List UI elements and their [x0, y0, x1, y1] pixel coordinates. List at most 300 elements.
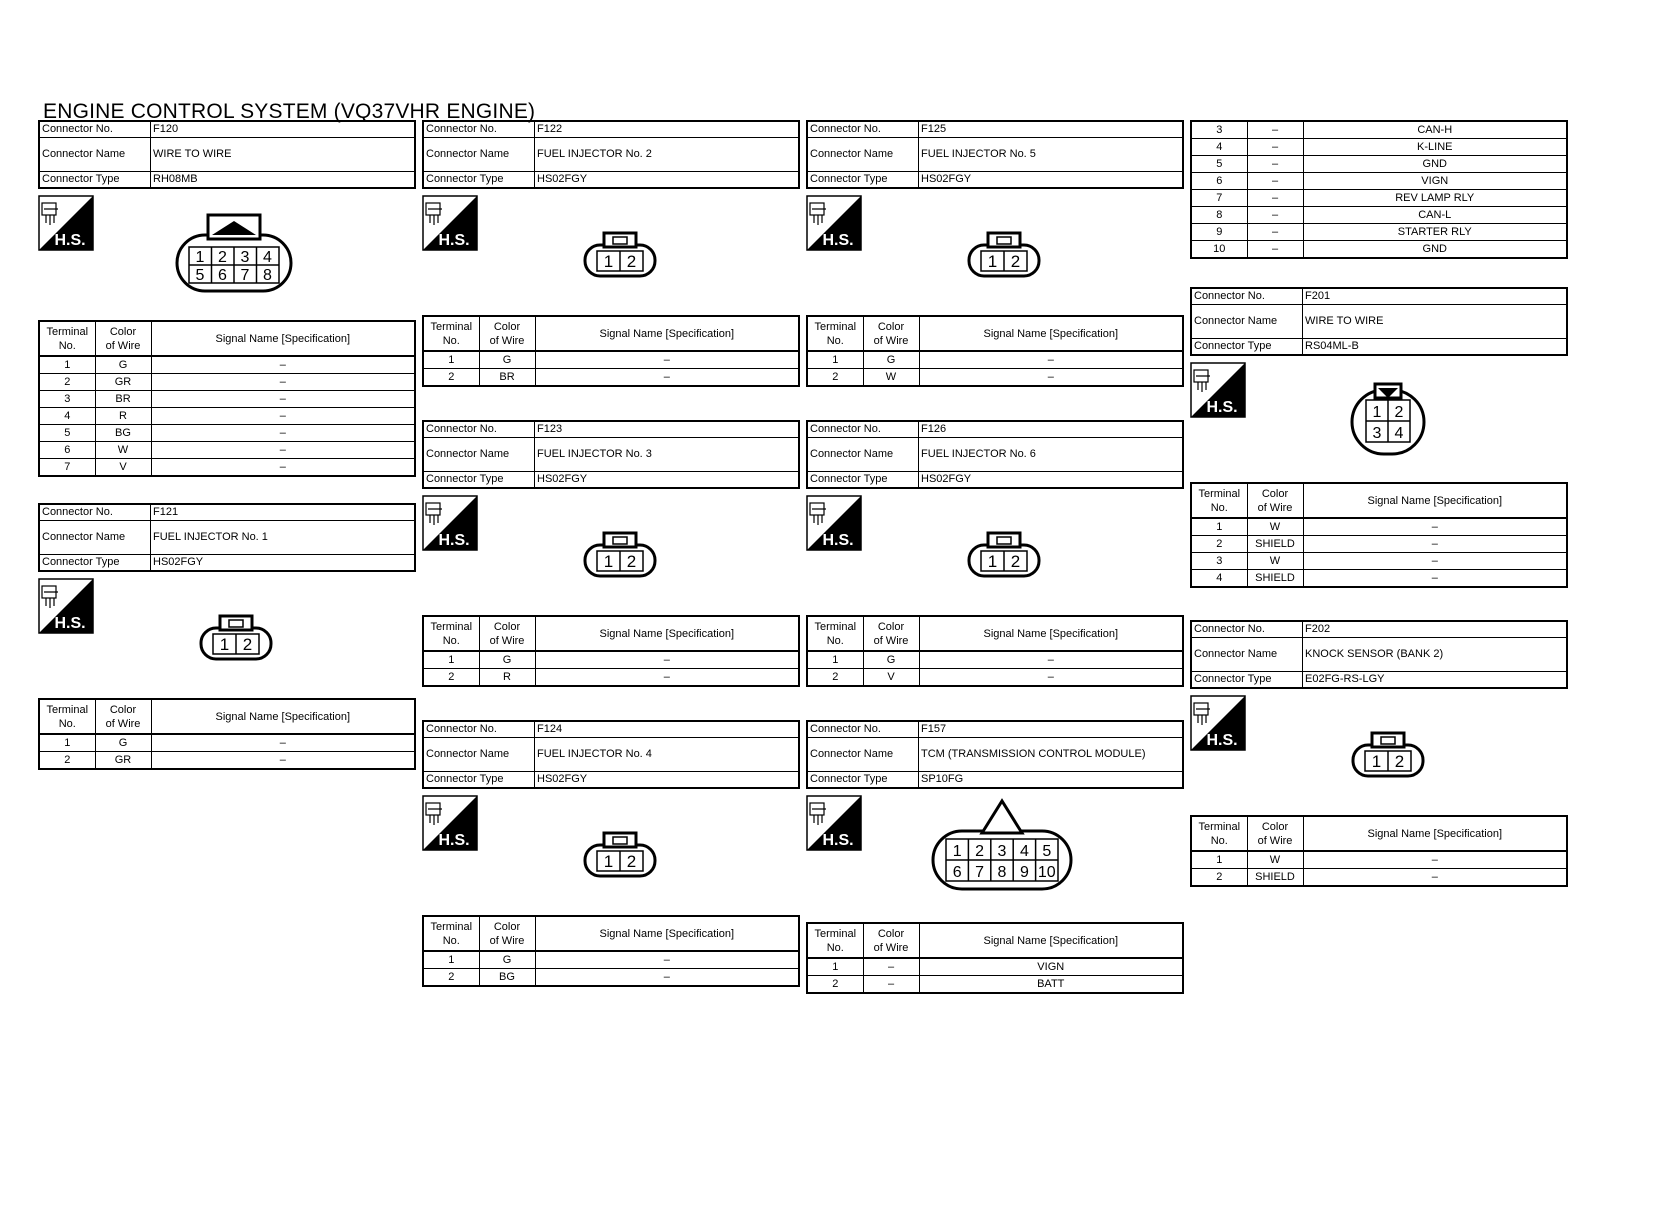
table-row [39, 734, 415, 752]
terminal-no-cell: 6 [1191, 173, 1247, 190]
pin-number: 5 [195, 267, 205, 284]
connector-block-f122 [422, 120, 800, 387]
hs-icon [1190, 362, 1246, 418]
wire-color-cell: – [863, 958, 919, 976]
wire-color-cell: SHIELD [1247, 869, 1303, 887]
wire-color-cell: V [95, 459, 151, 477]
pin-number: 1 [603, 252, 614, 271]
terminal-no-cell: 1 [39, 734, 95, 752]
connector-type-value: E02FG-RS-LGY [1303, 672, 1568, 689]
table-row [807, 669, 1183, 687]
wire-color-cell: – [1247, 224, 1303, 241]
wire-color-cell: – [1247, 190, 1303, 207]
wire-color-cell: R [479, 669, 535, 687]
svg-text:H.S.: H.S. [1206, 732, 1238, 749]
table-row [39, 391, 415, 408]
connector-figure [806, 189, 1184, 315]
connector-2pin-diagram [582, 229, 658, 279]
connector-field-label: Connector No. [1191, 621, 1303, 638]
color-of-wire-header: Color of Wire [479, 616, 535, 651]
connector-block-f123 [422, 420, 800, 687]
page-title: ENGINE CONTROL SYSTEM (VQ37VHR ENGINE) [43, 100, 536, 123]
connector-field-label: Connector Name [423, 738, 535, 772]
terminal-table [422, 315, 800, 387]
terminal-no-cell: 7 [39, 459, 95, 477]
table-row [423, 969, 799, 987]
svg-text:H.S.: H.S. [1206, 399, 1238, 416]
connector-field-label: Connector Type [1191, 672, 1303, 689]
signal-name-cell: STARTER RLY [1303, 224, 1567, 241]
signal-name-header: Signal Name [Specification] [919, 616, 1183, 651]
connector-2pin-diagram [1350, 729, 1426, 779]
table-row [1191, 553, 1567, 570]
terminal-no-cell: 2 [423, 369, 479, 387]
table-row [423, 951, 799, 969]
connector-header-table [38, 120, 416, 189]
color-of-wire-header: Color of Wire [863, 616, 919, 651]
signal-name-header: Signal Name [Specification] [919, 923, 1183, 958]
pin-number: 2 [1010, 252, 1021, 271]
wire-color-cell: W [1247, 851, 1303, 869]
connector-no-value: F122 [535, 121, 800, 138]
pin-number: 4 [1394, 425, 1404, 442]
connector-8pin-diagram [174, 211, 294, 295]
connector-name-value: FUEL INJECTOR No. 4 [535, 738, 800, 772]
connector-figure [38, 189, 416, 320]
terminal-no-cell: 4 [1191, 139, 1247, 156]
connector-2pin-diagram [966, 229, 1042, 279]
signal-name-cell: – [1303, 518, 1567, 536]
wire-color-cell: GR [95, 752, 151, 770]
terminal-no-header: Terminal No. [423, 316, 479, 351]
terminal-no-cell: 1 [807, 651, 863, 669]
terminal-no-header: Terminal No. [423, 916, 479, 951]
terminal-no-cell: 4 [1191, 570, 1247, 588]
signal-name-header: Signal Name [Specification] [535, 916, 799, 951]
signal-name-header: Signal Name [Specification] [919, 316, 1183, 351]
terminal-no-cell: 6 [39, 442, 95, 459]
connector-name-value: FUEL INJECTOR No. 5 [919, 138, 1184, 172]
connector-block-f124 [422, 720, 800, 987]
pin-number: 1 [1372, 404, 1382, 421]
pin-number: 5 [1042, 843, 1052, 860]
hs-icon [1190, 695, 1246, 751]
svg-text:H.S.: H.S. [822, 832, 854, 849]
table-row [1191, 190, 1567, 207]
pin-number: 10 [1037, 864, 1056, 881]
terminal-no-header: Terminal No. [1191, 816, 1247, 851]
table-row [807, 351, 1183, 369]
pin-number: 2 [975, 843, 985, 860]
terminal-no-header: Terminal No. [807, 316, 863, 351]
continued-terminal-table [1190, 120, 1568, 259]
svg-text:H.S.: H.S. [438, 532, 470, 549]
connector-header-table [806, 120, 1184, 189]
connector-figure [38, 572, 416, 698]
signal-name-cell: – [535, 369, 799, 387]
signal-name-cell: – [535, 669, 799, 687]
connector-figure [1190, 356, 1568, 482]
table-row [39, 442, 415, 459]
connector-2pin-diagram [198, 612, 274, 662]
wire-color-cell: G [95, 734, 151, 752]
connector-header-table [422, 720, 800, 789]
terminal-no-header: Terminal No. [807, 923, 863, 958]
terminal-no-cell: 1 [807, 958, 863, 976]
terminal-no-cell: 2 [807, 976, 863, 994]
signal-name-cell: GND [1303, 156, 1567, 173]
connector-no-value: F123 [535, 421, 800, 438]
connector-header-table [38, 503, 416, 572]
signal-name-cell: – [1303, 869, 1567, 887]
signal-name-cell: – [151, 356, 415, 374]
connector-field-label: Connector Type [39, 172, 151, 189]
svg-text:H.S.: H.S. [438, 232, 470, 249]
terminal-table [806, 615, 1184, 687]
hs-icon [38, 578, 94, 634]
connector-field-label: Connector No. [39, 121, 151, 138]
connector-block-f121 [38, 503, 416, 770]
connector-header-table [806, 720, 1184, 789]
pin-number: 6 [218, 267, 227, 284]
signal-name-cell: – [1303, 553, 1567, 570]
terminal-no-cell: 2 [39, 374, 95, 391]
table-row [39, 459, 415, 477]
signal-name-cell: REV LAMP RLY [1303, 190, 1567, 207]
connector-type-value: RH08MB [151, 172, 416, 189]
signal-name-cell: VIGN [919, 958, 1183, 976]
connector-field-label: Connector Type [807, 172, 919, 189]
wire-color-cell: SHIELD [1247, 536, 1303, 553]
connector-no-value: F126 [919, 421, 1184, 438]
terminal-no-header: Terminal No. [39, 321, 95, 356]
table-row [807, 651, 1183, 669]
pin-number: 1 [219, 635, 230, 654]
table-row [39, 356, 415, 374]
terminal-no-header: Terminal No. [39, 699, 95, 734]
terminal-no-cell: 3 [1191, 121, 1247, 139]
color-of-wire-header: Color of Wire [1247, 816, 1303, 851]
wire-color-cell: BR [95, 391, 151, 408]
signal-name-cell: VIGN [1303, 173, 1567, 190]
terminal-no-cell: 2 [423, 969, 479, 987]
connector-type-value: HS02FGY [919, 172, 1184, 189]
color-of-wire-header: Color of Wire [1247, 483, 1303, 518]
connector-header-table [422, 120, 800, 189]
terminal-table [806, 922, 1184, 994]
hs-icon [422, 495, 478, 551]
wire-color-cell: – [1247, 121, 1303, 139]
terminal-no-cell: 9 [1191, 224, 1247, 241]
table-row [39, 425, 415, 442]
wire-color-cell: G [863, 651, 919, 669]
connector-header-table [1190, 620, 1568, 689]
wire-color-cell: – [1247, 156, 1303, 173]
connector-figure [1190, 689, 1568, 815]
connector-name-value: FUEL INJECTOR No. 1 [151, 521, 416, 555]
terminal-no-cell: 2 [807, 369, 863, 387]
table-row [1191, 241, 1567, 259]
pin-number: 2 [242, 635, 253, 654]
pin-number: 3 [1372, 425, 1382, 442]
pin-number: 1 [987, 552, 998, 571]
pin-number: 9 [1019, 864, 1029, 881]
pin-number: 2 [1394, 752, 1405, 771]
terminal-no-cell: 3 [39, 391, 95, 408]
pin-number: 1 [603, 552, 614, 571]
table-row [1191, 173, 1567, 190]
connector-block-f125 [806, 120, 1184, 387]
terminal-no-cell: 1 [423, 351, 479, 369]
wire-color-cell: G [863, 351, 919, 369]
terminal-no-cell: 5 [39, 425, 95, 442]
color-of-wire-header: Color of Wire [863, 316, 919, 351]
pin-number: 2 [1010, 552, 1021, 571]
connector-type-value: HS02FGY [535, 172, 800, 189]
connector-field-label: Connector Name [807, 738, 919, 772]
wire-color-cell: G [479, 351, 535, 369]
connector-10pin-diagram [930, 797, 1074, 893]
terminal-no-header: Terminal No. [807, 616, 863, 651]
pin-number: 1 [1371, 752, 1382, 771]
connector-type-value: HS02FGY [535, 472, 800, 489]
connector-field-label: Connector Name [39, 521, 151, 555]
signal-name-cell: CAN-L [1303, 207, 1567, 224]
pin-number: 2 [626, 252, 637, 271]
table-row [39, 752, 415, 770]
connector-figure [806, 489, 1184, 615]
connector-field-label: Connector Type [423, 472, 535, 489]
color-of-wire-header: Color of Wire [95, 321, 151, 356]
terminal-no-cell: 2 [1191, 536, 1247, 553]
connector-type-value: RS04ML-B [1303, 339, 1568, 356]
wire-color-cell: G [479, 951, 535, 969]
connector-field-label: Connector No. [1191, 288, 1303, 305]
pin-number: 7 [240, 267, 250, 284]
connector-field-label: Connector Type [1191, 339, 1303, 356]
signal-name-cell: – [151, 459, 415, 477]
terminal-no-cell: 7 [1191, 190, 1247, 207]
connector-field-label: Connector Name [39, 138, 151, 172]
svg-text:H.S.: H.S. [822, 532, 854, 549]
connector-field-label: Connector Type [423, 772, 535, 789]
wire-color-cell: – [1247, 241, 1303, 259]
terminal-no-cell: 4 [39, 408, 95, 425]
signal-name-cell: – [151, 374, 415, 391]
signal-name-cell: – [535, 351, 799, 369]
pin-number: 8 [263, 267, 272, 284]
terminal-no-cell: 2 [1191, 869, 1247, 887]
connector-field-label: Connector Name [807, 138, 919, 172]
pin-number: 3 [997, 843, 1007, 860]
table-row [1191, 869, 1567, 887]
connector-figure [422, 789, 800, 915]
terminal-no-cell: 2 [807, 669, 863, 687]
connector-field-label: Connector Name [1191, 305, 1303, 339]
wire-color-cell: – [1247, 139, 1303, 156]
signal-name-cell: – [151, 391, 415, 408]
wire-color-cell: W [1247, 518, 1303, 536]
connector-field-label: Connector Type [807, 472, 919, 489]
terminal-no-cell: 10 [1191, 241, 1247, 259]
signal-name-header: Signal Name [Specification] [151, 699, 415, 734]
signal-name-cell: – [535, 951, 799, 969]
terminal-table [422, 915, 800, 987]
wire-color-cell: BG [479, 969, 535, 987]
terminal-table [1190, 482, 1568, 588]
connector-4pin-diagram [1348, 382, 1428, 458]
connector-no-value: F125 [919, 121, 1184, 138]
connector-field-label: Connector Name [1191, 638, 1303, 672]
wire-color-cell: BR [479, 369, 535, 387]
connector-field-label: Connector Name [423, 438, 535, 472]
pin-number: 4 [263, 249, 272, 266]
table-row [1191, 536, 1567, 553]
pin-number: 8 [997, 864, 1007, 881]
terminal-no-cell: 1 [1191, 518, 1247, 536]
connector-name-value: FUEL INJECTOR No. 2 [535, 138, 800, 172]
terminal-table [38, 698, 416, 770]
table-row [807, 958, 1183, 976]
connector-field-label: Connector Name [807, 438, 919, 472]
connector-no-value: F120 [151, 121, 416, 138]
connector-field-label: Connector No. [39, 504, 151, 521]
wire-color-cell: GR [95, 374, 151, 391]
signal-name-header: Signal Name [Specification] [1303, 483, 1567, 518]
terminal-no-cell: 1 [807, 351, 863, 369]
hs-icon [422, 195, 478, 251]
svg-text:H.S.: H.S. [438, 832, 470, 849]
terminal-table [1190, 815, 1568, 887]
connector-type-value: HS02FGY [535, 772, 800, 789]
connector-2pin-diagram [582, 829, 658, 879]
wire-color-cell: W [1247, 553, 1303, 570]
signal-name-cell: – [919, 669, 1183, 687]
connector-type-value: HS02FGY [151, 555, 416, 572]
connector-field-label: Connector Type [39, 555, 151, 572]
connector-type-value: HS02FGY [919, 472, 1184, 489]
table-row [1191, 139, 1567, 156]
signal-name-cell: – [535, 969, 799, 987]
connector-block-f201 [1190, 287, 1568, 588]
connector-type-value: SP10FG [919, 772, 1184, 789]
connector-figure [422, 489, 800, 615]
signal-name-cell: – [919, 369, 1183, 387]
wire-color-cell: W [95, 442, 151, 459]
terminal-no-cell: 2 [39, 752, 95, 770]
hs-icon [806, 795, 862, 851]
terminal-no-cell: 2 [423, 669, 479, 687]
connector-no-value: F157 [919, 721, 1184, 738]
pin-number: 2 [218, 249, 227, 266]
pin-number: 7 [975, 864, 985, 881]
table-row [423, 369, 799, 387]
signal-name-cell: – [151, 425, 415, 442]
table-row [39, 374, 415, 391]
color-of-wire-header: Color of Wire [479, 316, 535, 351]
table-row [423, 351, 799, 369]
signal-name-cell: – [151, 442, 415, 459]
connector-block-f126 [806, 420, 1184, 687]
signal-name-header: Signal Name [Specification] [1303, 816, 1567, 851]
wire-color-cell: G [479, 651, 535, 669]
signal-name-cell: BATT [919, 976, 1183, 994]
connector-field-label: Connector No. [423, 721, 535, 738]
connector-name-value: WIRE TO WIRE [1303, 305, 1568, 339]
table-row [1191, 121, 1567, 139]
connector-figure [422, 189, 800, 315]
signal-name-cell: – [919, 351, 1183, 369]
wire-color-cell: – [863, 976, 919, 994]
wire-color-cell: BG [95, 425, 151, 442]
svg-text:H.S.: H.S. [822, 232, 854, 249]
pin-number: 6 [952, 864, 962, 881]
signal-name-cell: GND [1303, 241, 1567, 259]
connector-field-label: Connector Type [807, 772, 919, 789]
wire-color-cell: V [863, 669, 919, 687]
connector-field-label: Connector Name [423, 138, 535, 172]
connector-block-f120 [38, 120, 416, 477]
connector-field-label: Connector No. [423, 421, 535, 438]
terminal-no-cell: 1 [39, 356, 95, 374]
pin-number: 1 [952, 843, 962, 860]
wire-color-cell: SHIELD [1247, 570, 1303, 588]
connector-field-label: Connector No. [807, 721, 919, 738]
connector-header-table [1190, 287, 1568, 356]
table-row [1191, 224, 1567, 241]
signal-name-cell: – [1303, 570, 1567, 588]
connector-name-value: FUEL INJECTOR No. 6 [919, 438, 1184, 472]
connector-field-label: Connector No. [807, 121, 919, 138]
terminal-no-header: Terminal No. [423, 616, 479, 651]
connector-figure [806, 789, 1184, 922]
terminal-no-cell: 8 [1191, 207, 1247, 224]
terminal-no-cell: 3 [1191, 553, 1247, 570]
pin-number: 2 [1394, 404, 1404, 421]
connector-field-label: Connector No. [807, 421, 919, 438]
wire-color-cell: – [1247, 173, 1303, 190]
signal-name-cell: – [151, 734, 415, 752]
signal-name-cell: – [1303, 536, 1567, 553]
signal-name-cell: – [919, 651, 1183, 669]
connector-name-value: KNOCK SENSOR (BANK 2) [1303, 638, 1568, 672]
connector-name-value: FUEL INJECTOR No. 3 [535, 438, 800, 472]
terminal-table [422, 615, 800, 687]
table-row [807, 369, 1183, 387]
connector-field-label: Connector No. [423, 121, 535, 138]
terminal-no-header: Terminal No. [1191, 483, 1247, 518]
connector-header-table [422, 420, 800, 489]
signal-name-header: Signal Name [Specification] [535, 616, 799, 651]
signal-name-cell: CAN-H [1303, 121, 1567, 139]
pin-number: 1 [987, 252, 998, 271]
pin-number: 2 [626, 552, 637, 571]
signal-name-cell: – [1303, 851, 1567, 869]
table-row [807, 976, 1183, 994]
connector-field-label: Connector Type [423, 172, 535, 189]
pin-number: 1 [603, 852, 614, 871]
table-row [1191, 518, 1567, 536]
connector-name-value: WIRE TO WIRE [151, 138, 416, 172]
connector-name-value: TCM (TRANSMISSION CONTROL MODULE) [919, 738, 1184, 772]
table-row [1191, 851, 1567, 869]
wire-color-cell: W [863, 369, 919, 387]
table-row [1191, 156, 1567, 173]
connector-no-value: F201 [1303, 288, 1568, 305]
signal-name-header: Signal Name [Specification] [151, 321, 415, 356]
terminal-no-cell: 5 [1191, 156, 1247, 173]
pin-number: 3 [240, 249, 250, 266]
